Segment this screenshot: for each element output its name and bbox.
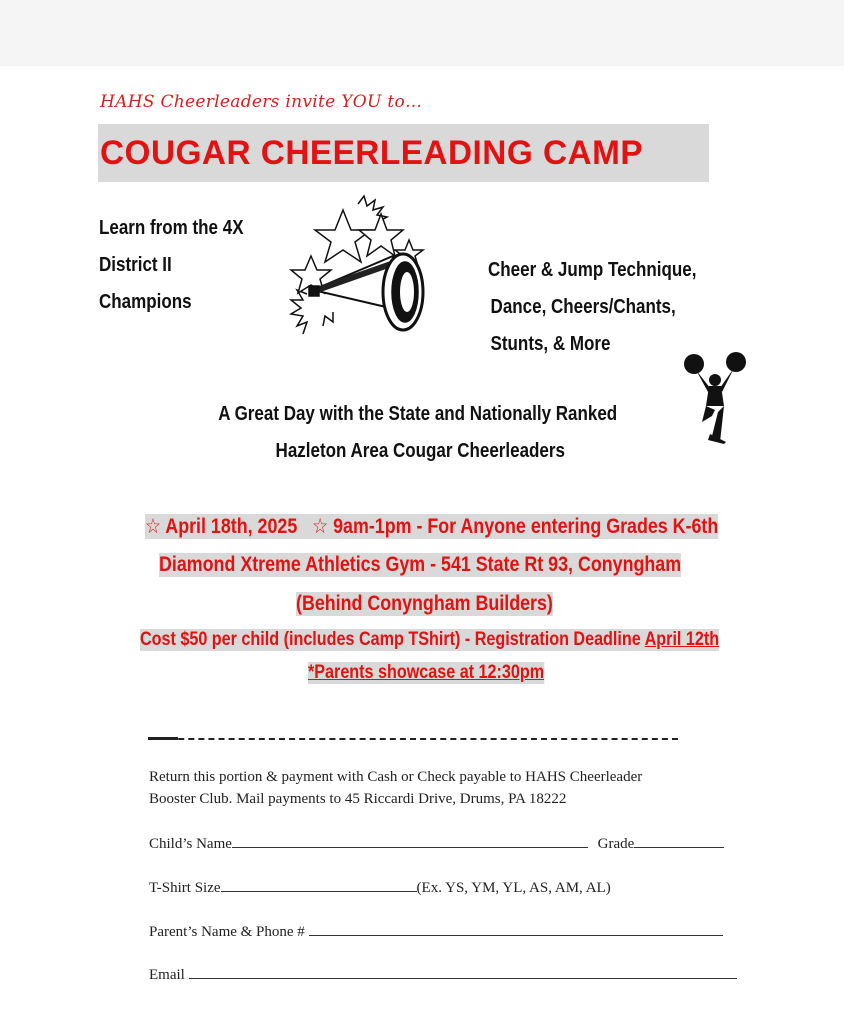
skill-line: Dance, Cheers/Chants,: [490, 296, 676, 318]
return-line: Booster Club. Mail payments to 45 Riccardi Drive, Drums, PA 18222: [149, 791, 567, 807]
cost-text: Cost $50 per child (includes Camp TShirt) - Registration Deadline: [140, 629, 645, 650]
email-row: [149, 964, 737, 984]
tagline-line: Hazleton Area Cougar Cheerleaders: [275, 440, 565, 462]
child-name-label: Child’s Name: [149, 836, 232, 852]
return-line: Return this portion & payment with Cash or Check payable to HAHS Cheerleader: [149, 769, 643, 785]
date-time-line: [145, 514, 718, 539]
star-icon: ☆: [145, 515, 162, 538]
event-location: Diamond Xtreme Athletics Gym - 541 State Rt 93, Conyngham: [159, 553, 682, 576]
page-title: COUGAR CHEERLEADING CAMP: [100, 134, 644, 172]
tshirt-row: [149, 877, 611, 897]
skill-line: Stunts, & More: [490, 333, 611, 355]
grade-field[interactable]: [634, 833, 724, 848]
tshirt-sizes-note: (Ex. YS, YM, YL, AS, AM, AL): [416, 880, 611, 896]
event-time: 9am-1pm - For Anyone entering Grades K-6th: [333, 515, 719, 538]
skill-line: Cheer & Jump Technique,: [488, 259, 697, 281]
learn-line: Learn from the 4X: [99, 217, 244, 239]
learn-line: Champions: [99, 291, 192, 313]
skills-block: [488, 252, 696, 363]
grade-label: Grade: [597, 836, 635, 852]
email-field[interactable]: [189, 964, 737, 979]
invite-line: HAHS Cheerleaders invite YOU to…: [100, 92, 423, 112]
flyer-page: [0, 66, 844, 1024]
learn-line: District II: [99, 254, 172, 276]
email-label: Email: [149, 967, 185, 983]
megaphone-stars-icon: [283, 194, 443, 334]
location-note: (Behind Conyngham Builders): [296, 592, 553, 615]
tshirt-label: T-Shirt Size: [149, 880, 221, 896]
tagline-block: [0, 396, 844, 470]
event-date: April 18th, 2025: [165, 515, 298, 538]
cost-line: [140, 629, 719, 651]
tshirt-field[interactable]: [221, 877, 417, 892]
showcase-note: *Parents showcase at 12:30pm: [308, 662, 545, 683]
return-instructions: [149, 766, 749, 810]
deadline-date: April 12th: [644, 629, 720, 650]
cut-line: [148, 738, 678, 740]
star-icon: ☆: [312, 515, 329, 538]
parent-label: Parent’s Name & Phone #: [149, 924, 305, 940]
tagline-line: A Great Day with the State and Nationally Ranked: [218, 403, 618, 425]
child-name-row: [149, 833, 724, 853]
child-name-field[interactable]: [232, 833, 588, 848]
learn-block: [99, 210, 244, 321]
parent-field[interactable]: [309, 921, 723, 936]
parent-row: [149, 921, 723, 941]
